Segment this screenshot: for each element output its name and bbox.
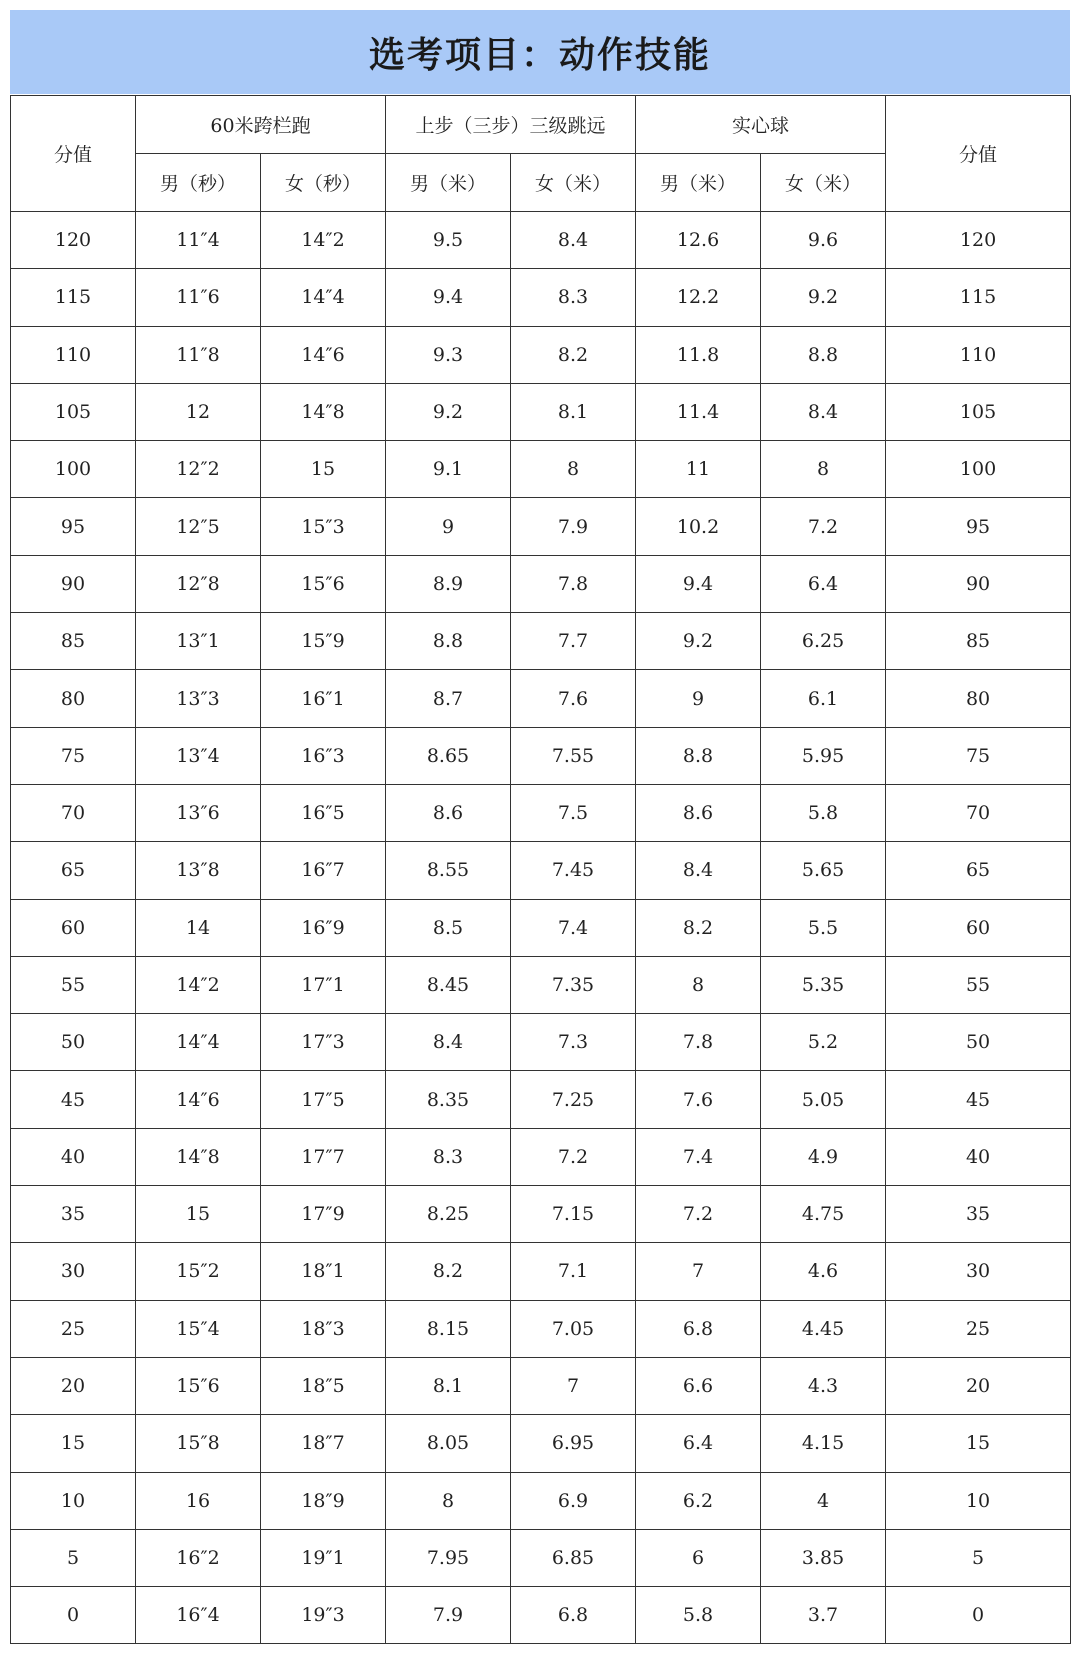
cell-hurdles-female: 18″1: [261, 1243, 386, 1300]
cell-hurdles-female: 17″9: [261, 1186, 386, 1243]
cell-score-left: 115: [11, 269, 136, 326]
cell-jump-female: 7.3: [511, 1014, 636, 1071]
cell-score-right: 5: [886, 1529, 1071, 1586]
cell-score-left: 5: [11, 1529, 136, 1586]
cell-hurdles-male: 14″6: [136, 1071, 261, 1128]
cell-hurdles-female: 18″3: [261, 1300, 386, 1357]
subheader-jump-male: 男（米）: [386, 154, 511, 212]
cell-ball-male: 8.8: [636, 727, 761, 784]
cell-ball-female: 5.05: [761, 1071, 886, 1128]
table-row: [11, 727, 1071, 784]
cell-ball-male: 12.6: [636, 212, 761, 269]
cell-ball-female: 6.4: [761, 555, 886, 612]
cell-ball-female: 5.35: [761, 956, 886, 1013]
cell-hurdles-female: 16″7: [261, 842, 386, 899]
table-row: [11, 212, 1071, 269]
cell-score-left: 110: [11, 326, 136, 383]
cell-hurdles-male: 13″4: [136, 727, 261, 784]
table-row: [11, 1186, 1071, 1243]
cell-ball-female: 4.75: [761, 1186, 886, 1243]
cell-ball-female: 5.95: [761, 727, 886, 784]
cell-score-right: 95: [886, 498, 1071, 555]
cell-score-right: 90: [886, 555, 1071, 612]
cell-jump-male: 9.2: [386, 383, 511, 440]
subheader-jump-female: 女（米）: [511, 154, 636, 212]
cell-ball-male: 7: [636, 1243, 761, 1300]
cell-hurdles-female: 19″1: [261, 1529, 386, 1586]
subheader-hurdles-female: 女（秒）: [261, 154, 386, 212]
table-row: [11, 498, 1071, 555]
cell-ball-female: 7.2: [761, 498, 886, 555]
cell-jump-male: 8.25: [386, 1186, 511, 1243]
cell-hurdles-female: 15″6: [261, 555, 386, 612]
cell-jump-female: 8.3: [511, 269, 636, 326]
cell-jump-female: 7: [511, 1357, 636, 1414]
table-row: [11, 1357, 1071, 1414]
cell-ball-male: 6.4: [636, 1415, 761, 1472]
table-row: [11, 383, 1071, 440]
cell-ball-female: 4.6: [761, 1243, 886, 1300]
cell-jump-female: 7.7: [511, 613, 636, 670]
cell-hurdles-male: 15″8: [136, 1415, 261, 1472]
table-row: [11, 613, 1071, 670]
table-row: [11, 842, 1071, 899]
cell-ball-female: 4.45: [761, 1300, 886, 1357]
cell-hurdles-female: 17″1: [261, 956, 386, 1013]
cell-hurdles-male: 12″8: [136, 555, 261, 612]
cell-score-left: 90: [11, 555, 136, 612]
cell-jump-male: 8.1: [386, 1357, 511, 1414]
cell-jump-male: 8.45: [386, 956, 511, 1013]
cell-ball-female: 3.85: [761, 1529, 886, 1586]
cell-jump-male: 9.4: [386, 269, 511, 326]
cell-hurdles-male: 15″2: [136, 1243, 261, 1300]
cell-score-left: 75: [11, 727, 136, 784]
cell-hurdles-female: 14″6: [261, 326, 386, 383]
cell-score-left: 45: [11, 1071, 136, 1128]
cell-ball-female: 4.3: [761, 1357, 886, 1414]
cell-ball-male: 6: [636, 1529, 761, 1586]
cell-hurdles-female: 16″5: [261, 784, 386, 841]
cell-jump-male: 9.1: [386, 441, 511, 498]
cell-ball-female: 5.5: [761, 899, 886, 956]
cell-jump-female: 7.8: [511, 555, 636, 612]
cell-ball-male: 8.4: [636, 842, 761, 899]
cell-score-left: 35: [11, 1186, 136, 1243]
cell-score-right: 25: [886, 1300, 1071, 1357]
cell-hurdles-male: 13″6: [136, 784, 261, 841]
cell-hurdles-female: 15″3: [261, 498, 386, 555]
cell-ball-female: 4: [761, 1472, 886, 1529]
table-row: [11, 555, 1071, 612]
cell-jump-male: 8.3: [386, 1128, 511, 1185]
cell-jump-female: 6.9: [511, 1472, 636, 1529]
cell-hurdles-male: 16″2: [136, 1529, 261, 1586]
cell-ball-male: 7.4: [636, 1128, 761, 1185]
cell-ball-female: 8.8: [761, 326, 886, 383]
score-table: [10, 95, 1071, 1644]
cell-hurdles-female: 16″9: [261, 899, 386, 956]
cell-jump-male: 8: [386, 1472, 511, 1529]
cell-hurdles-male: 12″5: [136, 498, 261, 555]
cell-jump-female: 6.95: [511, 1415, 636, 1472]
cell-ball-female: 3.7: [761, 1587, 886, 1644]
cell-ball-male: 11.4: [636, 383, 761, 440]
cell-score-right: 80: [886, 670, 1071, 727]
cell-score-right: 70: [886, 784, 1071, 841]
cell-hurdles-male: 16: [136, 1472, 261, 1529]
cell-score-left: 95: [11, 498, 136, 555]
cell-hurdles-female: 16″1: [261, 670, 386, 727]
cell-jump-male: 8.5: [386, 899, 511, 956]
cell-jump-male: 8.65: [386, 727, 511, 784]
cell-score-left: 20: [11, 1357, 136, 1414]
cell-hurdles-male: 11″4: [136, 212, 261, 269]
score-header-right: 分值: [886, 96, 1071, 212]
cell-score-left: 50: [11, 1014, 136, 1071]
table-row: [11, 1300, 1071, 1357]
cell-jump-male: 8.2: [386, 1243, 511, 1300]
cell-ball-male: 10.2: [636, 498, 761, 555]
cell-jump-male: 8.35: [386, 1071, 511, 1128]
cell-jump-female: 8: [511, 441, 636, 498]
table-row: [11, 784, 1071, 841]
table-row: [11, 326, 1071, 383]
cell-score-right: 20: [886, 1357, 1071, 1414]
cell-jump-male: 9: [386, 498, 511, 555]
subheader-hurdles-male: 男（秒）: [136, 154, 261, 212]
cell-ball-male: 9.2: [636, 613, 761, 670]
cell-hurdles-male: 15: [136, 1186, 261, 1243]
cell-hurdles-female: 14″2: [261, 212, 386, 269]
cell-ball-male: 11.8: [636, 326, 761, 383]
cell-ball-male: 11: [636, 441, 761, 498]
cell-hurdles-female: 18″7: [261, 1415, 386, 1472]
cell-ball-male: 5.8: [636, 1587, 761, 1644]
cell-score-left: 10: [11, 1472, 136, 1529]
cell-jump-female: 7.1: [511, 1243, 636, 1300]
cell-hurdles-male: 11″8: [136, 326, 261, 383]
cell-hurdles-male: 14″2: [136, 956, 261, 1013]
cell-hurdles-female: 19″3: [261, 1587, 386, 1644]
cell-jump-male: 8.9: [386, 555, 511, 612]
cell-ball-male: 9: [636, 670, 761, 727]
cell-ball-male: 7.8: [636, 1014, 761, 1071]
cell-ball-female: 8.4: [761, 383, 886, 440]
cell-hurdles-female: 15″9: [261, 613, 386, 670]
cell-score-right: 75: [886, 727, 1071, 784]
header-row-groups: [11, 96, 1071, 154]
cell-score-left: 30: [11, 1243, 136, 1300]
cell-jump-female: 8.1: [511, 383, 636, 440]
cell-score-right: 15: [886, 1415, 1071, 1472]
cell-score-right: 30: [886, 1243, 1071, 1300]
cell-jump-female: 7.6: [511, 670, 636, 727]
table-row: [11, 1529, 1071, 1586]
cell-jump-male: 7.9: [386, 1587, 511, 1644]
cell-ball-male: 8: [636, 956, 761, 1013]
subheader-ball-male: 男（米）: [636, 154, 761, 212]
cell-jump-male: 8.8: [386, 613, 511, 670]
cell-hurdles-male: 14″4: [136, 1014, 261, 1071]
cell-score-left: 80: [11, 670, 136, 727]
cell-hurdles-male: 16″4: [136, 1587, 261, 1644]
cell-hurdles-male: 13″1: [136, 613, 261, 670]
table-row: [11, 269, 1071, 326]
group-header-medicine-ball: 实心球: [636, 96, 886, 154]
cell-score-left: 25: [11, 1300, 136, 1357]
cell-hurdles-female: 18″5: [261, 1357, 386, 1414]
table-row: [11, 1243, 1071, 1300]
cell-ball-female: 6.1: [761, 670, 886, 727]
cell-hurdles-male: 11″6: [136, 269, 261, 326]
cell-score-right: 110: [886, 326, 1071, 383]
score-header-left: 分值: [11, 96, 136, 212]
table-row: [11, 441, 1071, 498]
cell-jump-female: 7.2: [511, 1128, 636, 1185]
cell-ball-male: 6.6: [636, 1357, 761, 1414]
cell-hurdles-female: 17″3: [261, 1014, 386, 1071]
cell-score-left: 0: [11, 1587, 136, 1644]
cell-score-right: 50: [886, 1014, 1071, 1071]
cell-jump-male: 8.4: [386, 1014, 511, 1071]
cell-jump-male: 9.5: [386, 212, 511, 269]
cell-hurdles-male: 13″3: [136, 670, 261, 727]
cell-jump-female: 7.5: [511, 784, 636, 841]
table-row: [11, 1128, 1071, 1185]
cell-hurdles-female: 17″5: [261, 1071, 386, 1128]
group-header-hurdles: 60米跨栏跑: [136, 96, 386, 154]
cell-jump-female: 6.8: [511, 1587, 636, 1644]
table-row: [11, 1472, 1071, 1529]
cell-score-left: 40: [11, 1128, 136, 1185]
cell-score-right: 40: [886, 1128, 1071, 1185]
cell-score-left: 15: [11, 1415, 136, 1472]
table-row: [11, 1587, 1071, 1644]
cell-score-right: 120: [886, 212, 1071, 269]
table-row: [11, 1415, 1071, 1472]
cell-score-right: 35: [886, 1186, 1071, 1243]
cell-score-left: 65: [11, 842, 136, 899]
cell-jump-female: 7.9: [511, 498, 636, 555]
table-row: [11, 956, 1071, 1013]
cell-hurdles-male: 15″4: [136, 1300, 261, 1357]
cell-jump-male: 8.55: [386, 842, 511, 899]
cell-ball-male: 9.4: [636, 555, 761, 612]
cell-score-right: 45: [886, 1071, 1071, 1128]
cell-ball-female: 6.25: [761, 613, 886, 670]
cell-ball-female: 5.65: [761, 842, 886, 899]
cell-score-right: 85: [886, 613, 1071, 670]
cell-score-right: 115: [886, 269, 1071, 326]
cell-ball-female: 5.8: [761, 784, 886, 841]
group-header-triple-jump: 上步（三步）三级跳远: [386, 96, 636, 154]
cell-ball-male: 6.2: [636, 1472, 761, 1529]
cell-score-right: 55: [886, 956, 1071, 1013]
cell-jump-female: 7.55: [511, 727, 636, 784]
cell-jump-female: 7.25: [511, 1071, 636, 1128]
cell-hurdles-male: 12″2: [136, 441, 261, 498]
cell-score-right: 100: [886, 441, 1071, 498]
cell-score-right: 60: [886, 899, 1071, 956]
cell-hurdles-male: 14″8: [136, 1128, 261, 1185]
cell-ball-male: 7.2: [636, 1186, 761, 1243]
cell-hurdles-male: 13″8: [136, 842, 261, 899]
cell-score-right: 105: [886, 383, 1071, 440]
cell-jump-female: 7.35: [511, 956, 636, 1013]
cell-ball-female: 9.6: [761, 212, 886, 269]
cell-ball-male: 12.2: [636, 269, 761, 326]
cell-jump-male: 7.95: [386, 1529, 511, 1586]
cell-score-left: 85: [11, 613, 136, 670]
subheader-ball-female: 女（米）: [761, 154, 886, 212]
cell-jump-female: 8.2: [511, 326, 636, 383]
cell-hurdles-male: 12: [136, 383, 261, 440]
cell-score-right: 0: [886, 1587, 1071, 1644]
cell-score-left: 55: [11, 956, 136, 1013]
cell-jump-female: 8.4: [511, 212, 636, 269]
table-row: [11, 1014, 1071, 1071]
table-row: [11, 899, 1071, 956]
cell-ball-female: 8: [761, 441, 886, 498]
cell-ball-male: 8.2: [636, 899, 761, 956]
cell-score-right: 65: [886, 842, 1071, 899]
cell-jump-male: 8.05: [386, 1415, 511, 1472]
table-body: [11, 212, 1071, 1644]
cell-hurdles-female: 16″3: [261, 727, 386, 784]
cell-jump-female: 7.4: [511, 899, 636, 956]
cell-hurdles-female: 18″9: [261, 1472, 386, 1529]
page-title: 选考项目：动作技能: [368, 34, 711, 76]
cell-ball-female: 4.15: [761, 1415, 886, 1472]
cell-hurdles-female: 15: [261, 441, 386, 498]
cell-hurdles-female: 14″4: [261, 269, 386, 326]
cell-score-left: 120: [11, 212, 136, 269]
cell-ball-male: 8.6: [636, 784, 761, 841]
table-row: [11, 670, 1071, 727]
cell-ball-female: 9.2: [761, 269, 886, 326]
cell-hurdles-female: 17″7: [261, 1128, 386, 1185]
cell-score-left: 105: [11, 383, 136, 440]
cell-jump-male: 8.7: [386, 670, 511, 727]
cell-jump-female: 7.05: [511, 1300, 636, 1357]
title-banner: [10, 10, 1070, 94]
cell-ball-male: 6.8: [636, 1300, 761, 1357]
cell-jump-male: 8.6: [386, 784, 511, 841]
cell-jump-female: 6.85: [511, 1529, 636, 1586]
cell-hurdles-male: 14: [136, 899, 261, 956]
cell-ball-female: 5.2: [761, 1014, 886, 1071]
cell-jump-male: 9.3: [386, 326, 511, 383]
cell-ball-female: 4.9: [761, 1128, 886, 1185]
cell-score-right: 10: [886, 1472, 1071, 1529]
cell-score-left: 60: [11, 899, 136, 956]
cell-jump-male: 8.15: [386, 1300, 511, 1357]
cell-hurdles-female: 14″8: [261, 383, 386, 440]
cell-jump-female: 7.15: [511, 1186, 636, 1243]
table-row: [11, 1071, 1071, 1128]
cell-jump-female: 7.45: [511, 842, 636, 899]
cell-hurdles-male: 15″6: [136, 1357, 261, 1414]
cell-score-left: 100: [11, 441, 136, 498]
cell-ball-male: 7.6: [636, 1071, 761, 1128]
cell-score-left: 70: [11, 784, 136, 841]
